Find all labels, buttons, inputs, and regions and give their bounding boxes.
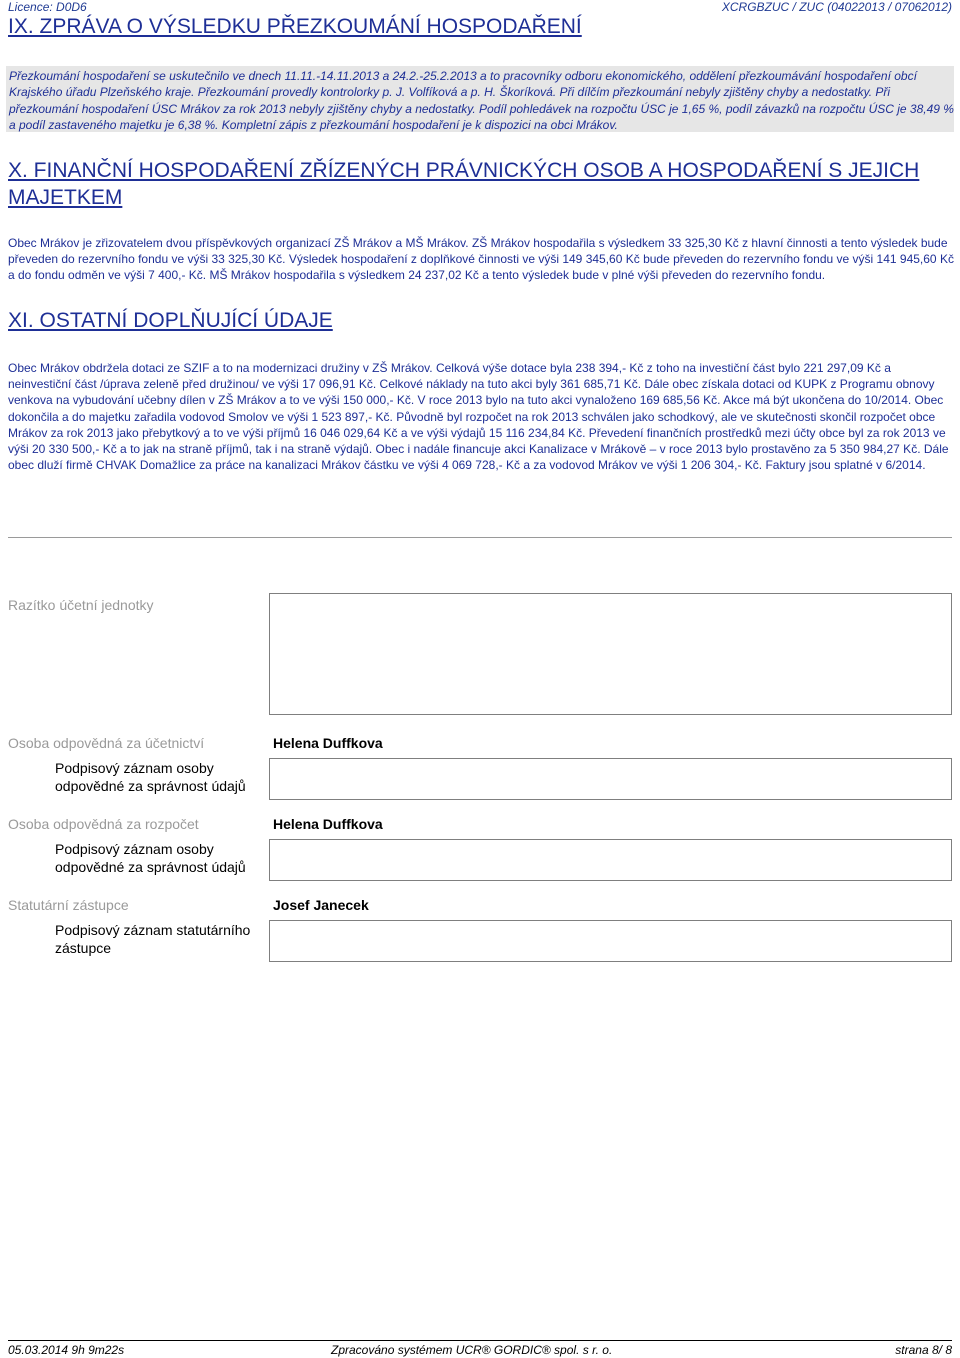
accountant-label: Osoba odpovědná za účetnictví [8,735,205,751]
statutory-signature-box [269,920,952,962]
header-bar [8,0,952,14]
licence-label: Licence: D0D6 [8,0,87,14]
section-divider [8,537,952,538]
statutory-signature-caption: Podpisový záznam statutárního zástupce [55,922,251,956]
section-x-text: Obec Mrákov je zřizovatelem dvou příspěvkových organizací ZŠ Mrákov a MŠ Mrákov. ZŠ Mrákov hospodařila s výsledkem 33 325,30 Kč z hlavní činnosti a tento výsledek bude převeden do rezervního fondu ve výši 33 325,30 Kč. Výsledek hospodaření z doplňkové činnosti ve výši 149 345,60 Kč bude převeden do rezervního fondu ve výši 141 945,60 Kč a do fondu odměn ve výši 7 400,- Kč. MŠ Mrákov hospodařila s výsledkem 24 237,02 Kč a tento výsledek bude v plné výši převeden do rezervního fondu. [8,236,954,283]
budget-name: Helena Duffkova [273,816,383,832]
section-ix-title: IX. ZPRÁVA O VÝSLEDKU PŘEZKOUMÁNÍ HOSPODAŘENÍ [8,15,582,38]
stamp-label: Razítko účetní jednotky [8,597,154,613]
section-xi-title: XI. OSTATNÍ DOPLŇUJÍCÍ ÚDAJE [8,309,333,332]
section-ix-box [6,66,954,132]
footer-system: Zpracováno systémem UCR® GORDIC® spol. s r. o. [331,1343,613,1357]
accountant-name: Helena Duffkova [273,735,383,751]
statutory-name: Josef Janecek [273,897,369,913]
budget-signature-caption: Podpisový záznam osoby odpovědné za správnost údajů [55,841,246,875]
footer-page-number: strana 8/ 8 [895,1343,952,1357]
budget-signature-box [269,839,952,881]
document-code: XCRGBZUC / ZUC (04022013 / 07062012) [721,0,952,14]
accountant-signature-caption: Podpisový záznam osoby odpovědné za správnost údajů [55,760,246,794]
section-xi-text: Obec Mrákov obdržela dotaci ze SZIF a to na modernizaci družiny v ZŠ Mrákov. Celková výše dotace byla 238 394,- Kč z toho na investiční část bylo 221 297,09 Kč a neinvestiční část /úprava zeleně před družinou/ ve výši 17 096,91 Kč. Celkové náklady na tuto akci byly 361 685,71 Kč. Dále obec získala dotaci od KUPK z Programu obnovy venkova na vybudování učebny dílen v ZŠ Mrákov a to ve výši 150 000,- Kč. V roce 2013 bylo na tuto akci vynaloženo 169 685,56 Kč. Akce má být ukončena do 10/2014. Obec dokončila a do majetku zařadila vodovod Smolov ve výši 1 523 897,- Kč. Původně byl rozpočet na rok 2013 schválen jako schodkový, ale ve skutečnosti skončil rozpočet obce Mrákov za rok 2013 jako přebytkový a to ve výši příjmů 16 046 029,64 Kč a ve výši výdajů 15 116 234,84 Kč. Převedení finančních prostředků mezi účty obce byl za rok 2013 ve výši 20 330 500,- Kč a to jak na straně příjmů, tak i na straně výdajů. Obec i nadále financuje akci Kanalizace v Mrákově – v roce 2013 bylo prostavěno za 5 350 984,27 Kč. Dále obec dluží firmě CHVAK Domažlice za práce na kanalizaci Mrákov částku ve výši 4 069 728,- Kč a za vodovod Mrákov ve výši 1 206 304,- Kč. Faktury jsou splatné v 6/2014. [8,361,949,473]
budget-label: Osoba odpovědná za rozpočet [8,816,199,832]
accountant-signature-box [269,758,952,800]
section-x-title: X. FINANČNÍ HOSPODAŘENÍ ZŘÍZENÝCH PRÁVNICKÝCH OSOB A HOSPODAŘENÍ S JEJICH MAJETKEM [8,159,920,209]
section-ix-text: Přezkoumání hospodaření se uskutečnilo ve dnech 11.11.-14.11.2013 a 24.2.-25.2.2013 a to pracovníky odboru ekonomického, oddělení přezkoumávání hospodaření obcí Krajského úřadu Plzeňského kraje. Přezkoumání provedly kontrolorky p. J. Volfíková a p. H. Škoríková. Při dílčím přezkoumání nebyly zjištěny chyby a nedostatky. Při přezkoumání hospodaření ÚSC Mrákov za rok 2013 nebyly zjištěny chyby a nedostatky. Podíl pohledávek na rozpočtu ÚSC je 1,65 %, podíl závazků na rozpočtu ÚSC je 38,49 % a podíl zastaveného majetku je 6,38 %. Kompletní zápis z přezkoumání hospodaření je k dispozici na obci Mrákov. [9,69,954,133]
footer-datetime: 05.03.2014 9h 9m22s [8,1343,125,1357]
statutory-label: Statutární zástupce [8,897,129,913]
page-footer [8,1343,952,1358]
stamp-box [269,593,952,715]
footer-divider [8,1340,952,1341]
